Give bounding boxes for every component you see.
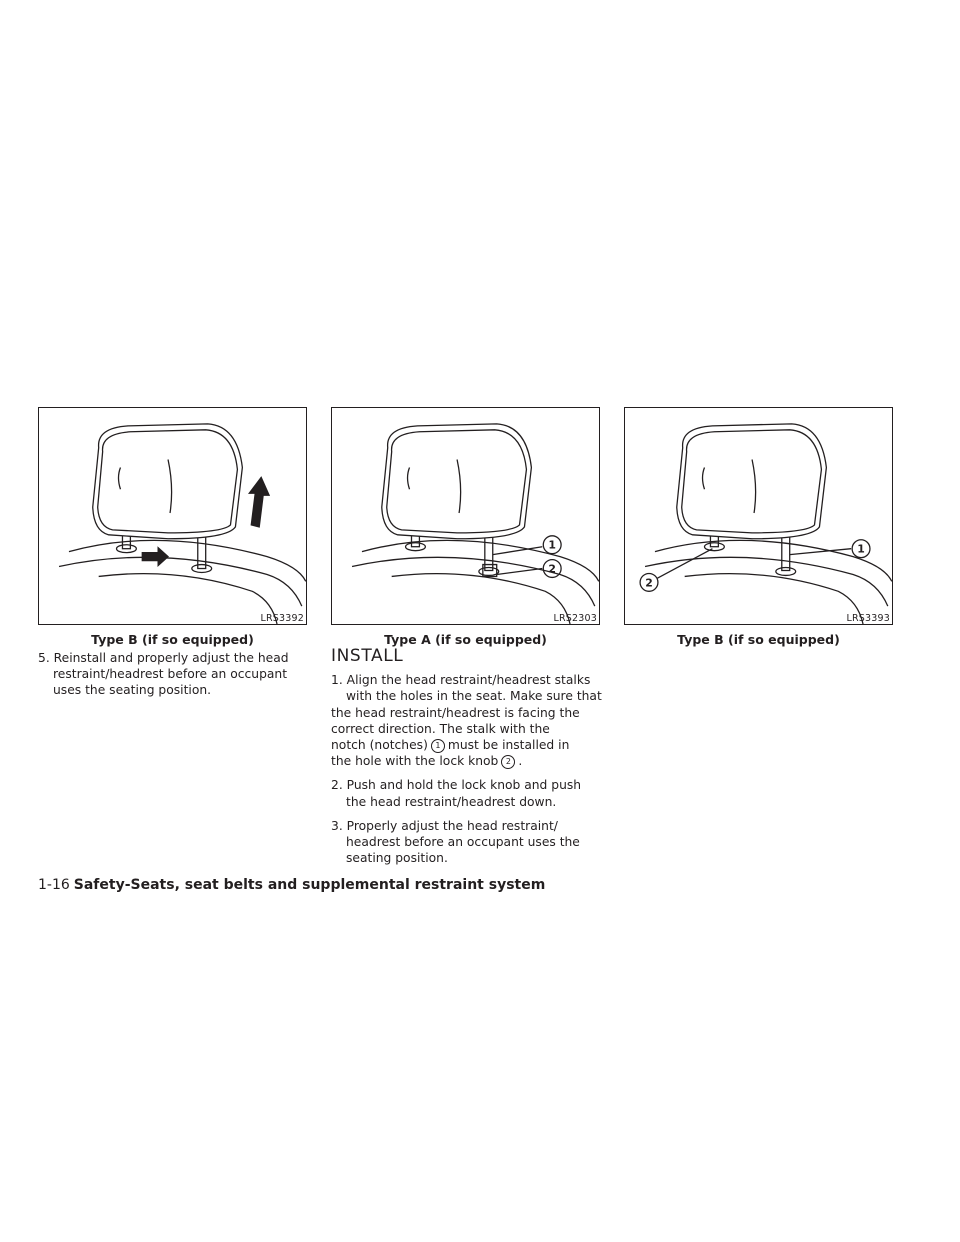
step-text: the head restraint/headrest is facing the — [331, 705, 580, 720]
step-text: correct direction. The stalk with the — [331, 721, 550, 736]
step-text: must be installed in — [447, 738, 570, 753]
step-number: 3. — [331, 818, 343, 833]
callout-1: 1 — [548, 538, 556, 552]
figure-caption: Type A (if so equipped) — [384, 632, 547, 647]
step-2 — [331, 777, 602, 809]
step-text: headrest before an occupant uses the — [346, 835, 580, 850]
figure-remove-headrest-type-b — [38, 407, 307, 625]
figure-install-headrest-type-b — [624, 407, 893, 625]
page-number: 1-16 — [38, 877, 70, 893]
step-text: Reinstall and properly adjust the head — [53, 651, 289, 665]
step-text: with the holes in the seat. Make sure that — [346, 689, 602, 704]
step-text: Properly adjust the head restraint/ — [346, 818, 558, 833]
headrest-removal-illustration — [39, 408, 306, 624]
callout-2: 2 — [548, 562, 556, 576]
step-text: the head restraint/headrest down. — [346, 794, 557, 809]
step-text: uses the seating position. — [53, 683, 212, 698]
callout-2: 2 — [645, 576, 653, 590]
figure-code: LRS3393 — [846, 613, 890, 624]
step-text: . — [518, 754, 523, 769]
figure-install-headrest-type-a — [331, 407, 600, 625]
section-heading: INSTALL — [331, 646, 404, 666]
step-text: notch (notches) — [331, 738, 428, 753]
callout-2-icon: 2 — [501, 755, 515, 769]
step-text: restraint/headrest before an occupant — [53, 667, 288, 682]
step-number: 5. — [38, 651, 50, 665]
page-footer — [38, 877, 545, 893]
step-text: seating position. — [346, 851, 448, 866]
step-text: Push and hold the lock knob and push — [346, 778, 582, 793]
step-5 — [38, 650, 307, 699]
step-text: the hole with the lock knob — [331, 754, 499, 769]
step-text: Align the head restraint/headrest stalks — [346, 673, 591, 688]
callout-1: 1 — [857, 542, 865, 556]
headrest-install-type-a-illustration — [332, 408, 599, 624]
callout-1-icon: 1 — [431, 739, 445, 753]
step-3 — [331, 818, 602, 867]
figure-code: LRS2303 — [553, 613, 597, 624]
headrest-install-type-b-illustration — [625, 408, 892, 624]
left-column — [38, 650, 307, 704]
figure-caption: Type B (if so equipped) — [91, 632, 254, 647]
figure-caption: Type B (if so equipped) — [677, 632, 840, 647]
middle-column — [331, 648, 602, 871]
step-number: 2. — [331, 778, 343, 793]
step-number: 1. — [331, 673, 343, 688]
step-1 — [331, 672, 602, 769]
section-title: Safety-Seats, seat belts and supplemental restraint system — [73, 877, 546, 893]
figure-code: LRS3392 — [260, 613, 304, 624]
